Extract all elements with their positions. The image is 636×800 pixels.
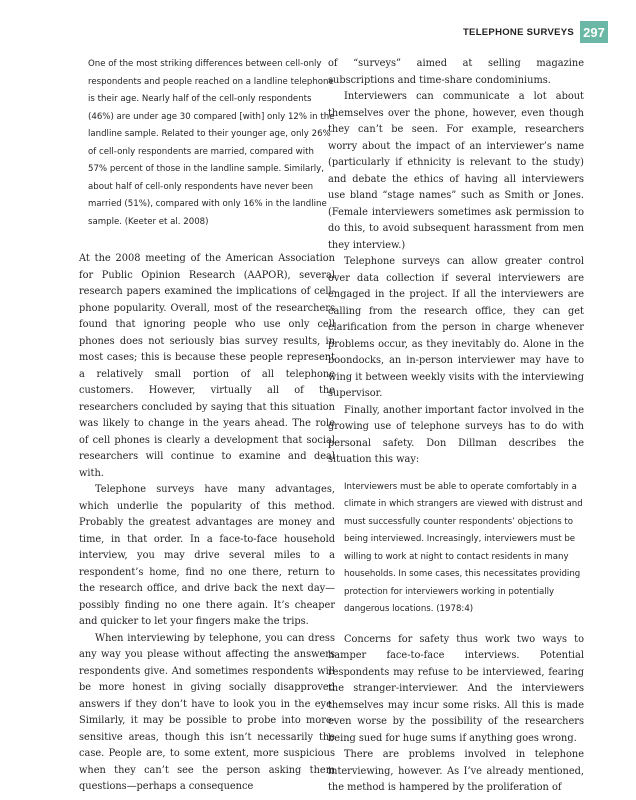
paragraph: Interviewers can communicate a lot about themselves over the phone, however, even though they can’t be seen. For example, researchers worry about the impact of an interviewer’s name (particularly if ethnicity is relevant to the study) and debate the ethics of having all interviewers use bland “stage names” such as Smith or Jones. (Female interviewers sometimes ask permission to do this, to avoid subsequent harassment from men they interview.) bbox=[328, 91, 584, 251]
page-header bbox=[463, 21, 608, 43]
paragraph: Telephone surveys have many advantages, which underlie the popularity of this method. Probably the greatest advantages are money and time, in that order. In a face-to-face household interview, you may drive several miles to a respondent’s home, find no one there, return to the research office, and drive back the next day—possibly finding no one there again. It’s cheaper and quicker to let your fingers make the trips. bbox=[79, 484, 335, 627]
paragraph: When interviewing by telephone, you can dress any way you please without affecting the answers respondents give. And sometimes respondents will be more honest in giving socially disapproved answers if they don’t have to look you in the eye. Similarly, it may be possible to probe into more-sensitive areas, though this isn’t necessarily the case. People are, to some extent, more suspicious when they can’t see the person asking them questions—perhaps a consequence bbox=[79, 632, 335, 792]
paragraph: There are problems involved in telephone interviewing, however. As I’ve already mentioned, the method is hampered by the proliferation of bbox=[328, 749, 584, 793]
block-quote-keeter: One of the most striking differences between cell-only respondents and people reached on a landline telephone is their age. Nearly half of the cell-only respondents (46%) are under age 30 compared [with] only 12% in the landline sample. Related to their younger age, only 26% of cell-only respondents are married, compared with 57% percent of those in the landline sample. Similarly, about half of cell-only respondents have never been married (51%), compared with only 16% in the landline sample. (Keeter et al. 2008) bbox=[88, 59, 335, 227]
paragraph: of “surveys” aimed at selling magazine subscriptions and time-share condominiums. bbox=[328, 58, 584, 86]
paragraph: At the 2008 meeting of the American Association for Public Opinion Research (AAPOR), several research papers examined the implications of cell-phone popularity. Overall, most of the researchers found that ignoring people who use only cell phones does not seriously bias survey results, in most cases; this is because these people represent a relatively small portion of all telephone customers. However, virtually all of the researchers concluded by saying that this situation was likely to change in the years ahead. The role of cell phones is clearly a development that social researchers will continue to examine and deal with. bbox=[79, 253, 335, 479]
right-column bbox=[328, 56, 584, 797]
running-head: TELEPHONE SURVEYS bbox=[462, 26, 574, 38]
page-number: 297 bbox=[580, 21, 608, 43]
paragraph: Telephone surveys can allow greater control over data collection if several interviewers are engaged in the project. If all the interviewers are calling from the research office, they can get clarification from the person in charge whenever problems occur, as they inevitably do. Alone in the boondocks, an in-person interviewer may have to wing it between weekly visits with the interviewing supervisor. bbox=[328, 256, 584, 399]
paragraph: Concerns for safety thus work two ways to hamper face-to-face interviews. Potential respondents may refuse to be interviewed, fearing the stranger-interviewer. And the interviewers themselves may incur some risks. All this is made even worse by the possibility of the researchers being sued for huge sums if anything goes wrong. bbox=[328, 633, 584, 744]
left-column bbox=[79, 56, 335, 796]
block-quote-dillman: Interviewers must be able to operate comfortably in a climate in which strangers are viewed with distrust and must successfully counter respondents’ objections to being interviewed. Increasingly, interviewers must be willing to work at night to contact residents in many households. In some cases, this necessitates providing protection for interviewers working in potentially dangerous locations. (1978:4) bbox=[344, 481, 583, 614]
paragraph: Finally, another important factor involved in the growing use of telephone surveys has to do with personal safety. Don Dillman describes the situation this way: bbox=[328, 404, 584, 465]
